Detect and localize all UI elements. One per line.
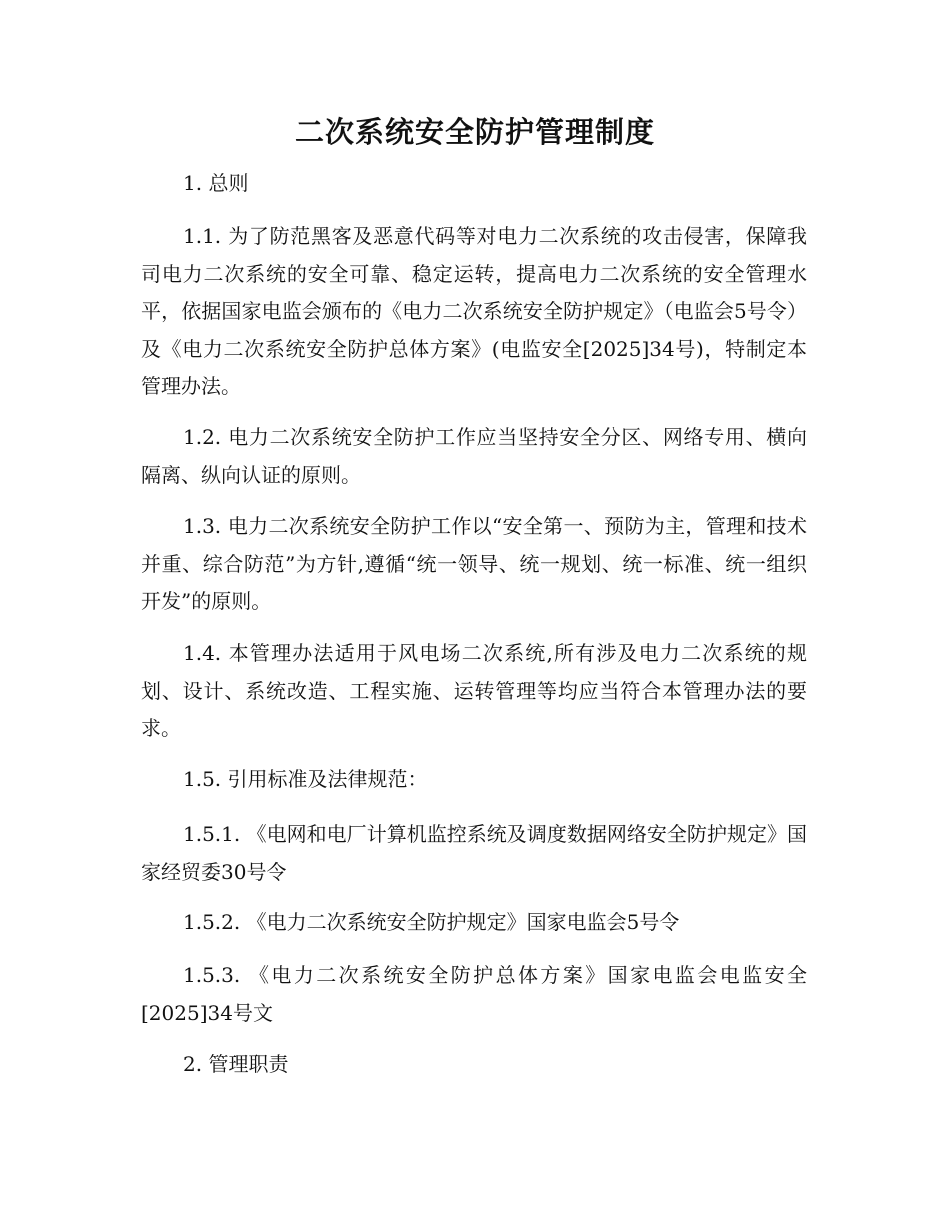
paragraph-1-5-1: 1.5.1. 《电网和电厂计算机监控系统及调度数据网络安全防护规定》国家经贸委30号令	[141, 822, 807, 884]
paragraph-1-1: 1.1. 为了防范黑客及恶意代码等对电力二次系统的攻击侵害，保障我司电力二次系统的安全可靠、稳定运转，提高电力二次系统的安全管理水平，依据国家电监会颁布的《电力二次系统安全防护规定》（电监会5号令）及《电力二次系统安全防护总体方案》(电监安全[2025]34号)，特制定本管理办法。	[141, 224, 807, 398]
section-heading-general: 1. 总则	[183, 171, 249, 195]
paragraph-1-3: 1.3. 电力二次系统安全防护工作以“安全第一、预防为主，管理和技术并重、综合防范”为方针,遵循“统一领导、统一规划、统一标准、统一组织开发”的原则。	[141, 514, 807, 613]
paragraph-1-5-2: 1.5.2. 《电力二次系统安全防护规定》国家电监会5号令	[183, 910, 680, 934]
section-heading-responsibilities: 2. 管理职责	[183, 1052, 289, 1076]
paragraph-1-5-3: 1.5.3. 《电力二次系统安全防护总体方案》国家电监会电监安全[2025]34号文	[141, 963, 807, 1025]
paragraph-1-2: 1.2. 电力二次系统安全防护工作应当坚持安全分区、网络专用、横向隔离、纵向认证的原则。	[141, 425, 807, 487]
paragraph-1-4: 1.4. 本管理办法适用于风电场二次系统,所有涉及电力二次系统的规划、设计、系统改造、工程实施、运转管理等均应当符合本管理办法的要求。	[141, 641, 807, 740]
document-title: 二次系统安全防护管理制度	[294, 115, 655, 149]
paragraph-1-5: 1.5. 引用标准及法律规范：	[183, 767, 428, 791]
